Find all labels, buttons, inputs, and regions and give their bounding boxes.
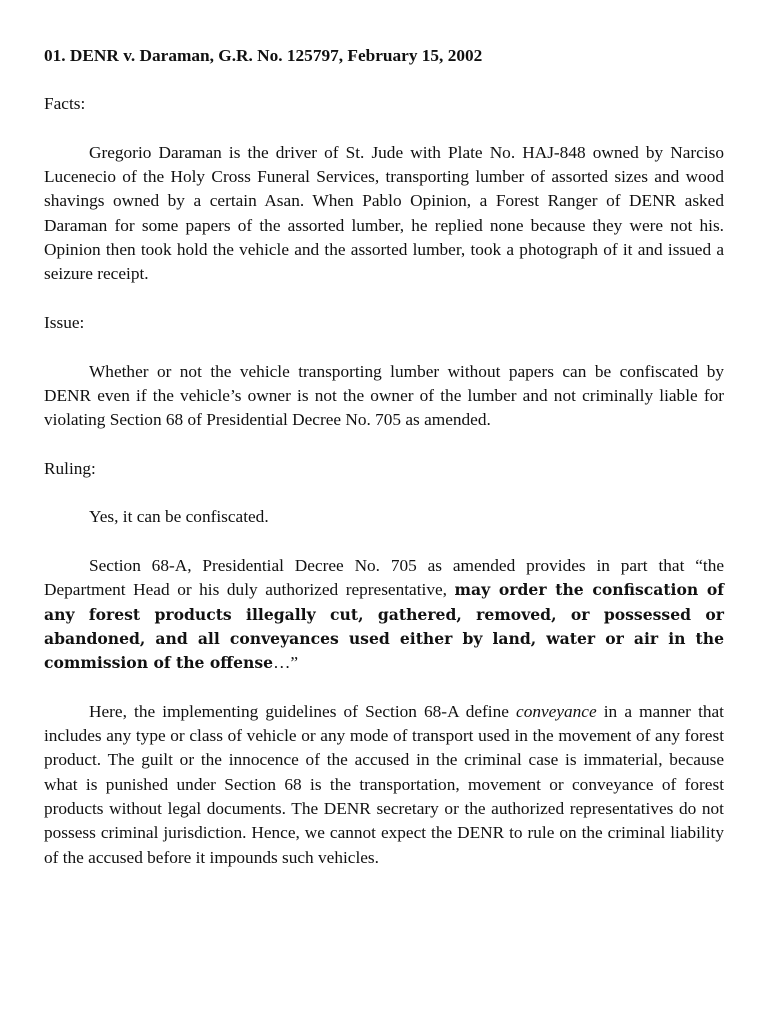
conveyance-rest: in a manner that includes any type or class of vehicle or any mode of transport used in the movement of any forest product. The guilt or the innocence of the accused in the criminal case is immaterial, because what is punished under Section 68 is the transportation, movement or conveyance of forest products without legal documents. The DENR secretary or the authorized representatives do not possess criminal jurisdiction. Hence, we cannot expect the DENR to rule on the criminal liability of the accused before it impounds such vehicles. bbox=[44, 701, 724, 867]
spacer bbox=[44, 432, 724, 456]
section-quote-bold: may order the confiscation of any forest products illegally cut, gathered, removed, or possessed or abandoned, and all conveyances used either by land, water or air in the commission of the offense bbox=[44, 580, 725, 673]
spacer bbox=[44, 68, 724, 92]
section-quote-intro: Section 68-A, Presidential Decree No. 705 as amended provides in part that “the Department Head or his duly authorized representative, bbox=[44, 555, 724, 600]
case-title: 01. DENR v. Daraman, G.R. No. 125797, February 15, 2002 bbox=[44, 46, 483, 65]
section-quote-end: …” bbox=[273, 653, 299, 673]
spacer bbox=[44, 335, 724, 359]
spacer bbox=[44, 287, 724, 311]
ruling-answer: Yes, it can be confiscated. bbox=[89, 507, 269, 527]
issue-label: Issue: bbox=[44, 312, 85, 332]
facts-label: Facts: bbox=[44, 94, 86, 114]
spacer bbox=[44, 530, 724, 554]
spacer bbox=[44, 675, 724, 699]
section-quote-paragraph bbox=[44, 554, 724, 675]
conveyance-term: conveyance bbox=[516, 701, 597, 721]
ruling-label: Ruling: bbox=[44, 458, 96, 478]
conveyance-paragraph bbox=[44, 700, 724, 870]
issue-paragraph: Whether or not the vehicle transporting lumber without papers can be confiscated by DENR even if the vehicle’s owner is not the owner of the lumber and not criminally liable for violating Section 68 of Presidential Decree No. 705 as amended. bbox=[44, 361, 724, 430]
spacer bbox=[44, 481, 724, 505]
spacer bbox=[44, 117, 724, 141]
conveyance-start: Here, the implementing guidelines of Section 68-A define bbox=[89, 701, 517, 721]
facts-paragraph: Gregorio Daraman is the driver of St. Jude with Plate No. HAJ-848 owned by Narciso Lucenecio of the Holy Cross Funeral Services, transporting lumber of assorted sizes and wood shavings owned by a certain Asan. When Pablo Opinion, a Forest Ranger of DENR asked Daraman for some papers of the assorted lumber, he replied none because they were not his. Opinion then took hold the vehicle and the assorted lumber, took a photograph of it and issued a seizure receipt. bbox=[44, 142, 724, 284]
